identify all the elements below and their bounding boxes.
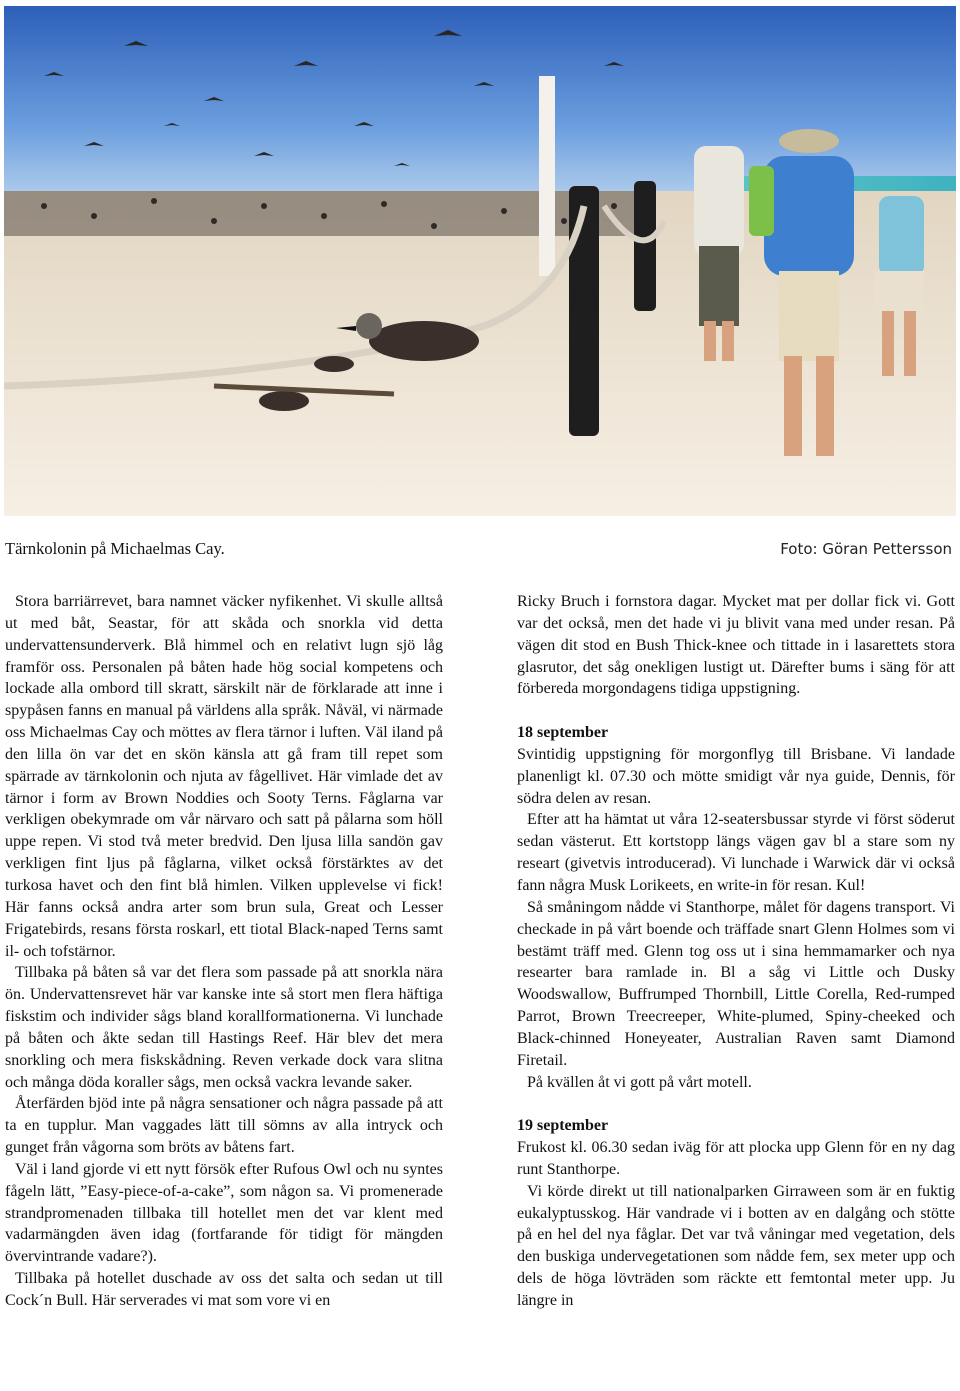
paragraph: Väl i land gjorde vi ett nytt försök efter Rufous Owl och nu syntes fågeln lätt, ”Easy-piece-of-a-cake”, som någon sa. Vi promenerade strandpromenaden tillbaka till hotellet men det var klent med vadarmängden även idag (fortfarande för tidigt för mängden övervintrande vadare?). <box>5 1160 443 1266</box>
day-heading-19: 19 september <box>517 1117 609 1135</box>
paragraph: Efter att ha hämtat ut våra 12-seatersbussar styrde vi först söderut sedan västerut. Ett kortstopp längs vägen gav bl a stare som ny researt (givetvis introducerad). Vi lunchade i Warwick där vi också fann några Musk Lorikeets, en write-in för resan. Kul! <box>517 811 955 894</box>
paragraph: Så småningom nådde vi Stanthorpe, målet för dagens transport. Vi checkade in på vårt boende och träffade snart Glenn Holmes som vi bestämt träff med. Glenn tog oss ut i sina hemmamarker och nya researter bara ramlade in. Bl a såg vi Little och Dusky Woodswallow, Buffrumped Thornbill, Little Corella, Red-rumped Parrot, Brown Treecreeper, White-plumed, Spiny-cheeked och Black-chinned Honeyeater, Australian Raven samt Diamond Firetail. <box>517 898 955 1069</box>
paragraph: Stora barriärrevet, bara namnet väcker nyfikenhet. Vi skulle alltså ut med båt, Seastar, för att skåda och snorkla vid detta undervattensunderverk. Blå himmel och en relativt lugn sjö låg framför oss. Personalen på båten hade hög social kompetens och lockade alla ombord till skratt, särskilt när de förklarade att inne i spypåsen fanns en manual på världens alla språk. Nåväl, vi närmade oss Michaelmas Cay och möttes av flera tärnor i luften. Väl iland på den lilla ön var det en skön känsla att gå fram till repet som spärrade av tärnkolonin och njuta av fågellivet. Här vimlade det av tärnor i form av Brown Noddies och Sooty Terns. Fåglarna var verkligen obekymrade om vår närvaro och satt på pålarna som höll uppe repen. Vi stod två meter bredvid. Den ljusa lilla sandön gav verkligen fint ljus på fåglarna, vilket också förstärktes av det turkosa havet och den fint blå himlen. Vilken upplevelse vi fick! Här fanns också andra arter som brun sula, Great och Lesser Frigatebirds, resans första roskarl, ett tiotal Black-naped Terns samt il- och tofstärnor. <box>5 593 443 960</box>
right-text-column <box>517 591 955 1312</box>
paragraph: Ricky Bruch i fornstora dagar. Mycket mat per dollar fick vi. Gott var det också, men det hade vi ju blivit vana med under resan. På vägen dit stod en Bush Thick-knee och tittade in i lasarettets stora glasrutor, det såg onekligen lustigt ut. Därefter bums i säng för att förbereda morgondagens tidiga uppstigning. <box>517 593 955 698</box>
paragraph: Svintidig uppstigning för morgonflyg till Brisbane. Vi landade planenligt kl. 07.30 och mötte smidigt vår nya guide, Dennis, för södra delen av resan. <box>517 745 955 807</box>
left-text-column <box>5 591 443 1312</box>
paragraph: Återfärden bjöd inte på några sensationer och några passade på att ta en tupplur. Man vaggades lätt till sömns av alla intryck och gunget från vågorna som bröts av båtens fart. <box>5 1095 443 1157</box>
tern-colony-photo <box>4 6 956 516</box>
day-heading-18: 18 september <box>517 724 609 742</box>
photo-caption: Tärnkolonin på Michaelmas Cay. <box>5 539 225 558</box>
paragraph: Tillbaka på hotellet duschade av oss det salta och sedan ut till Cock´n Bull. Här serverades vi mat som vore vi en <box>5 1270 443 1309</box>
paragraph: Tillbaka på båten så var det flera som passade på att snorkla nära ön. Undervattensrevet här var kanske inte så stort men flera häftiga fiskstim och individer sågs bland korallformationerna. Vi lunchade på båten och åkte sedan till Hastings Reef. Här blev det mera snorkling och mera fiskskådning. Reven verkade dock vara slitna och många döda koraller sågs, men också vackra levande saker. <box>5 964 443 1091</box>
photo-credit: Foto: Göran Pettersson <box>780 540 952 558</box>
paragraph: Frukost kl. 06.30 sedan iväg för att plocka upp Glenn för en ny dag runt Stanthorpe. <box>517 1139 955 1178</box>
paragraph: På kvällen åt vi gott på vårt motell. <box>527 1073 752 1091</box>
paragraph: Vi körde direkt ut till nationalparken Girraween som är en fuktig eukalyptusskog. Här vandrade vi i botten av en dalgång och stötte på en hel del nya fåglar. Det var två våningar med vegetation, dels den buskiga undervegetationen som nådde fem, sex meter upp och dels de höga lövträden som räckte ett femtontal meter upp. Ju längre in <box>517 1182 955 1309</box>
beach-scene-illustration <box>4 6 956 516</box>
